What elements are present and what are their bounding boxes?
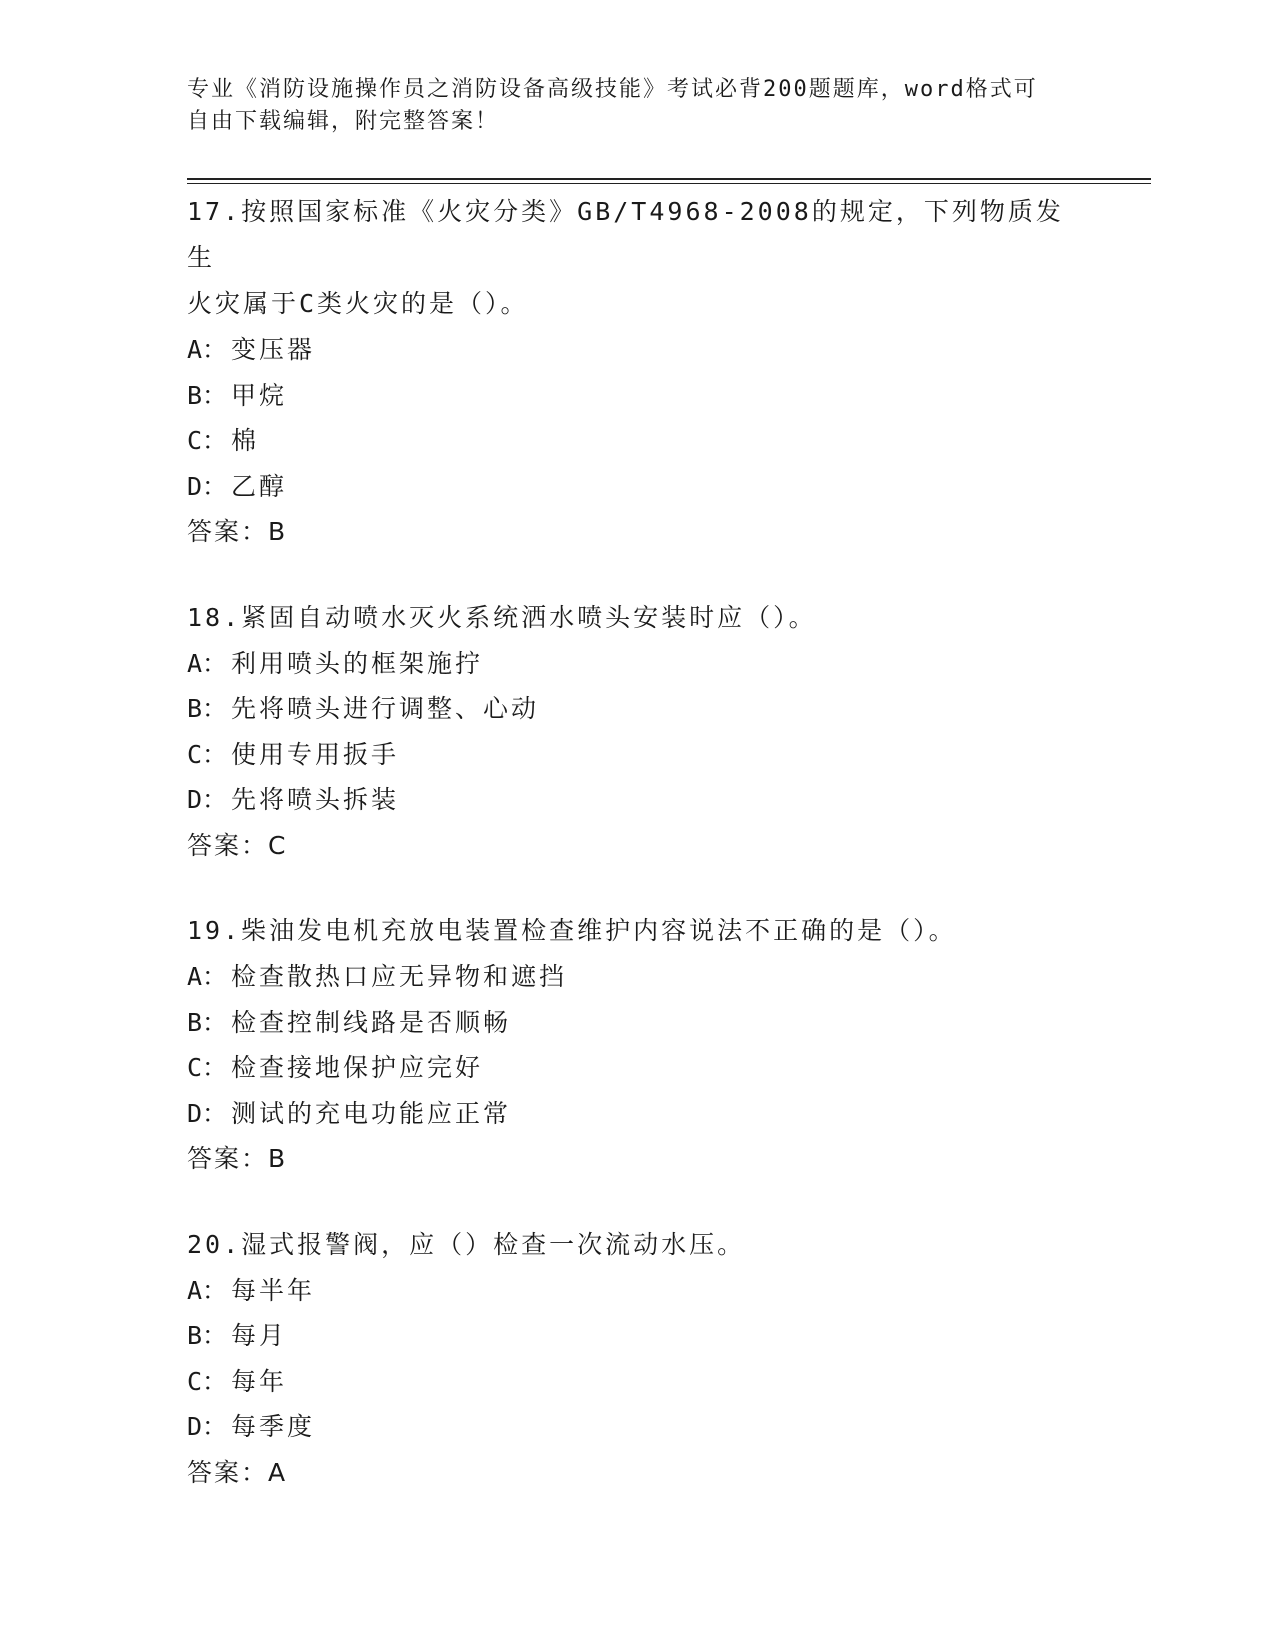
question-17 <box>187 189 1087 555</box>
option-text: 先将喷头进行调整、心动 <box>231 694 540 723</box>
option-key: D： <box>187 785 228 814</box>
question-19 <box>187 908 1087 1182</box>
header-divider-thin <box>187 183 1151 184</box>
question-stem: 20.湿式报警阀，应（）检查一次流动水压。 <box>187 1229 746 1259</box>
option-text: 先将喷头拆装 <box>231 785 400 814</box>
option-a <box>187 1268 1087 1314</box>
option-key: A： <box>187 648 228 678</box>
option-key: A： <box>187 335 228 364</box>
document-header <box>187 74 1067 138</box>
option-key: D： <box>187 1412 228 1441</box>
option-text: 每月 <box>231 1321 288 1350</box>
question-stem: 18.紧固自动喷水灭火系统洒水喷头安装时应（）。 <box>187 602 817 632</box>
answer: 答案：B <box>187 1144 288 1173</box>
option-a <box>187 954 1087 1000</box>
answer: 答案：B <box>187 517 288 546</box>
option-text: 每季度 <box>231 1412 316 1441</box>
option-c <box>187 1359 1087 1405</box>
option-c <box>187 732 1087 778</box>
question-20 <box>187 1222 1087 1496</box>
option-d <box>187 1404 1087 1450</box>
option-key: C： <box>187 739 228 769</box>
answer: 答案：A <box>187 1457 288 1487</box>
option-text: 测试的充电功能应正常 <box>231 1098 512 1128</box>
option-c <box>187 1045 1087 1091</box>
option-b <box>187 1313 1087 1359</box>
question-18 <box>187 595 1087 869</box>
option-text: 检查接地保护应完好 <box>231 1053 484 1082</box>
question-stem: 17.按照国家标准《火灾分类》GB/T4968-2008的规定，下列物质发生 <box>187 197 1064 272</box>
option-key: C： <box>187 1053 228 1082</box>
option-a <box>187 641 1087 687</box>
question-list <box>187 189 1087 1535</box>
option-text: 每年 <box>231 1366 288 1396</box>
option-text: 甲烷 <box>231 380 288 410</box>
option-key: D： <box>187 1098 228 1128</box>
option-text: 每半年 <box>231 1275 316 1305</box>
option-text: 棉 <box>231 426 260 455</box>
option-key: B： <box>187 1321 228 1350</box>
header-divider <box>187 178 1151 180</box>
option-d <box>187 1091 1087 1137</box>
option-key: A： <box>187 962 228 991</box>
option-text: 利用喷头的框架施拧 <box>231 648 484 678</box>
option-d <box>187 777 1087 823</box>
option-b <box>187 373 1087 419</box>
option-key: B： <box>187 1007 228 1037</box>
header-line-2: 自由下载编辑，附完整答案！ <box>187 109 500 134</box>
answer: 答案：C <box>187 830 288 860</box>
question-stem: 19.柴油发电机充放电装置检查维护内容说法不正确的是（）。 <box>187 916 957 945</box>
option-a <box>187 327 1087 373</box>
option-key: B： <box>187 380 228 410</box>
option-key: C： <box>187 426 228 455</box>
option-key: D： <box>187 471 228 501</box>
option-text: 检查散热口应无异物和遮挡 <box>231 962 568 991</box>
header-line-1: 专业《消防设施操作员之消防设备高级技能》考试必背200题题库，word格式可 <box>187 77 1038 102</box>
question-stem-cont: 火灾属于C类火灾的是（）。 <box>187 289 529 318</box>
option-text: 乙醇 <box>231 471 288 501</box>
option-d <box>187 464 1087 510</box>
option-text: 变压器 <box>231 335 316 364</box>
option-text: 检查控制线路是否顺畅 <box>231 1007 512 1037</box>
option-b <box>187 686 1087 732</box>
option-key: C： <box>187 1366 228 1396</box>
option-key: A： <box>187 1275 228 1305</box>
option-b <box>187 1000 1087 1046</box>
option-key: B： <box>187 694 228 723</box>
option-text: 使用专用扳手 <box>231 739 400 769</box>
option-c <box>187 418 1087 464</box>
